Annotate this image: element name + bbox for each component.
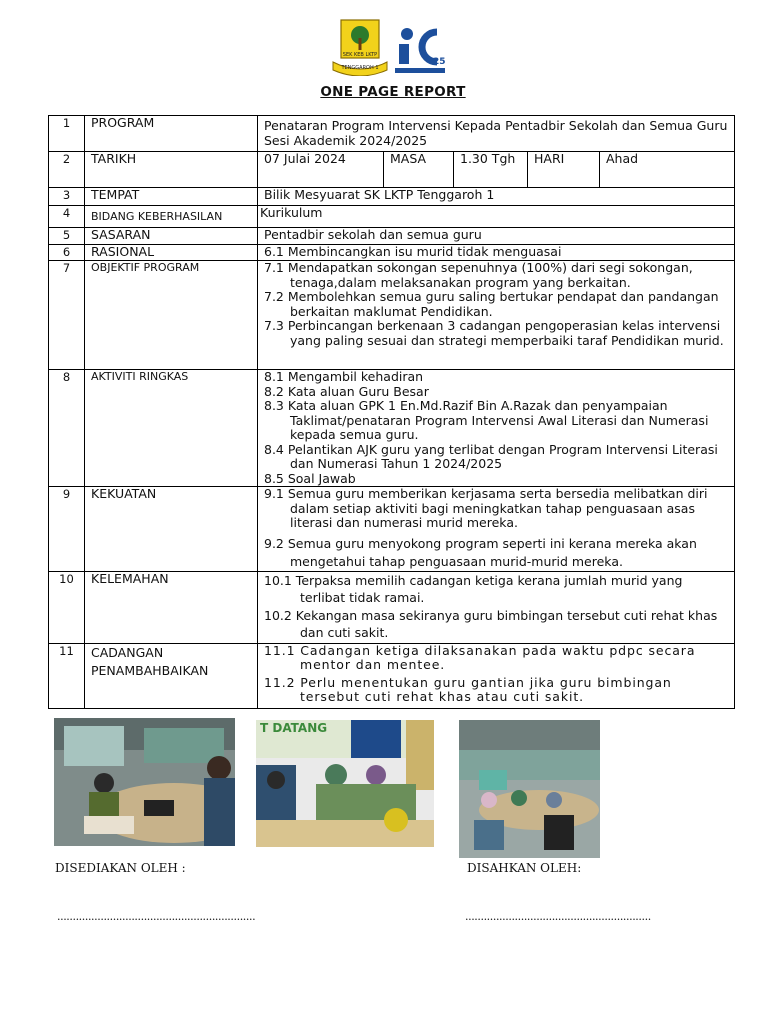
row-label: KEKUATAN (85, 487, 258, 572)
row-number: 4 (49, 206, 85, 228)
header-logos (331, 18, 447, 78)
row-tarikh (49, 152, 735, 188)
row-tempat (49, 188, 735, 206)
row-cadangan (49, 643, 735, 708)
list-item: 11.1 Cadangan ketiga dilaksanakan pada waktu pdpc secara mentor dan mentee. (264, 642, 696, 672)
approved-by-label: DISAHKAN OLEH: (467, 861, 582, 875)
svg-text:TENGGAROH 1: TENGGAROH 1 (341, 65, 379, 71)
list-item: 7.3 Perbincangan berkenaan 3 cadangan pengoperasian kelas intervensi yang paling sesuai dan strategi memperbaiki taraf Pendidikan murid. (264, 318, 724, 348)
tempat-value: Bilik Mesyuarat SK LKTP Tenggaroh 1 (258, 188, 735, 206)
prepared-by-label: DISEDIAKAN OLEH : (55, 861, 186, 875)
date-value: 07 Julai 2024 (258, 152, 384, 188)
row-label: TARIKH (85, 152, 258, 188)
row-number: 7 (49, 261, 85, 370)
program-value: Penataran Program Intervensi Kepada Pentadbir Sekolah dan Semua Guru Sesi Akademik 2024/2025 (258, 116, 735, 152)
masa-value: 1.30 Tgh (454, 152, 528, 188)
row-number: 11 (49, 643, 85, 708)
row-number: 1 (49, 116, 85, 152)
report-table (48, 115, 735, 709)
svg-text:T DATANG: T DATANG (260, 721, 328, 735)
row-rasional (49, 245, 735, 261)
list-item: 8.2 Kata aluan Guru Besar (264, 383, 429, 399)
svg-text:SEK KEB LKTP: SEK KEB LKTP (342, 52, 378, 58)
row-kekuatan (49, 487, 735, 572)
row-label: OBJEKTIF PROGRAM (85, 261, 258, 370)
bidang-value: Kurikulum (258, 206, 735, 228)
meeting-photo-1 (54, 718, 235, 846)
row-kelemahan (49, 571, 735, 643)
rasional-value: 6.1 Membincangkan isu murid tidak menguasai (258, 245, 735, 261)
list-item: 9.2 Semua guru menyokong program seperti ini kerana mereka akan mengetahui tahap penguasaan murid-murid mereka. (264, 535, 697, 569)
list-item: 10.1 Terpaksa memilih cadangan ketiga kerana jumlah murid yang terlibat tidak ramai. (264, 572, 683, 605)
row-label: TEMPAT (85, 188, 258, 206)
row-number: 3 (49, 188, 85, 206)
row-number: 10 (49, 571, 85, 643)
list-item: 11.2 Perlu menentukan guru gantian jika guru bimbingan tersebut cuti rehat khas atau cuti sakit. (264, 674, 672, 704)
cadangan-list (258, 643, 735, 708)
row-number: 6 (49, 245, 85, 261)
hari-label: HARI (528, 152, 600, 188)
sasaran-value: Pentadbir sekolah dan semua guru (258, 228, 735, 245)
aktiviti-list (258, 370, 735, 487)
list-item: 7.2 Membolehkan semua guru saling bertukar pendapat dan pandangan berkaitan maklumat Pendidikan. (264, 289, 719, 319)
list-item: 8.1 Mengambil kehadiran (264, 369, 424, 384)
approved-signature-line: ............................................................ (465, 910, 651, 923)
row-label: CADANGAN PENAMBAHBAIKAN (85, 643, 258, 708)
row-sasaran (49, 228, 735, 245)
meeting-photo-3 (459, 720, 600, 858)
svg-text:25: 25 (433, 57, 446, 67)
page-title: ONE PAGE REPORT (320, 84, 466, 100)
school-crest-logo (331, 18, 389, 76)
kelemahan-list (258, 571, 735, 643)
prepared-signature-line: ................................................................ (57, 910, 256, 923)
objektif-list (258, 261, 735, 370)
row-number: 9 (49, 487, 85, 572)
row-label: KELEMAHAN (85, 571, 258, 643)
meeting-photo-2 (256, 720, 434, 847)
row-program (49, 116, 735, 152)
row-label: PROGRAM (85, 116, 258, 152)
list-item: 8.4 Pelantikan AJK guru yang terlibat dengan Program Intervensi Literasi dan Numerasi Tahun 1 2024/2025 (264, 441, 718, 471)
row-label: SASARAN (85, 228, 258, 245)
ics-logo (393, 20, 447, 74)
list-item: 7.1 Mendapatkan sokongan sepenuhnya (100%) dari segi sokongan, tenaga,dalam melaksanakan program yang berkaitan. (264, 260, 693, 290)
row-label: BIDANG KEBERHASILAN (85, 206, 258, 228)
row-label: AKTIVITI RINGKAS (85, 370, 258, 487)
row-number: 5 (49, 228, 85, 245)
list-item: 10.2 Kekangan masa sekiranya guru bimbingan tersebut cuti rehat khas dan cuti sakit. (264, 607, 718, 640)
row-label: RASIONAL (85, 245, 258, 261)
row-aktiviti (49, 370, 735, 487)
row-number: 8 (49, 370, 85, 487)
list-item: 8.5 Soal Jawab (264, 470, 356, 486)
masa-label: MASA (384, 152, 454, 188)
row-number: 2 (49, 152, 85, 188)
hari-value: Ahad (600, 152, 735, 188)
kekuatan-list (258, 487, 735, 572)
list-item: 8.3 Kata aluan GPK 1 En.Md.Razif Bin A.Razak dan penyampaian Taklimat/penataran Program Intervensi Awal Literasi dan Numerasi kepada semua guru. (264, 398, 709, 442)
row-bidang (49, 206, 735, 228)
list-item: 9.1 Semua guru memberikan kerjasama serta bersedia melibatkan diri dalam setiap aktiviti bagi meningkatkan tahap penguasaan asas literasi dan numerasi murid mereka. (264, 486, 708, 530)
row-objektif (49, 261, 735, 370)
